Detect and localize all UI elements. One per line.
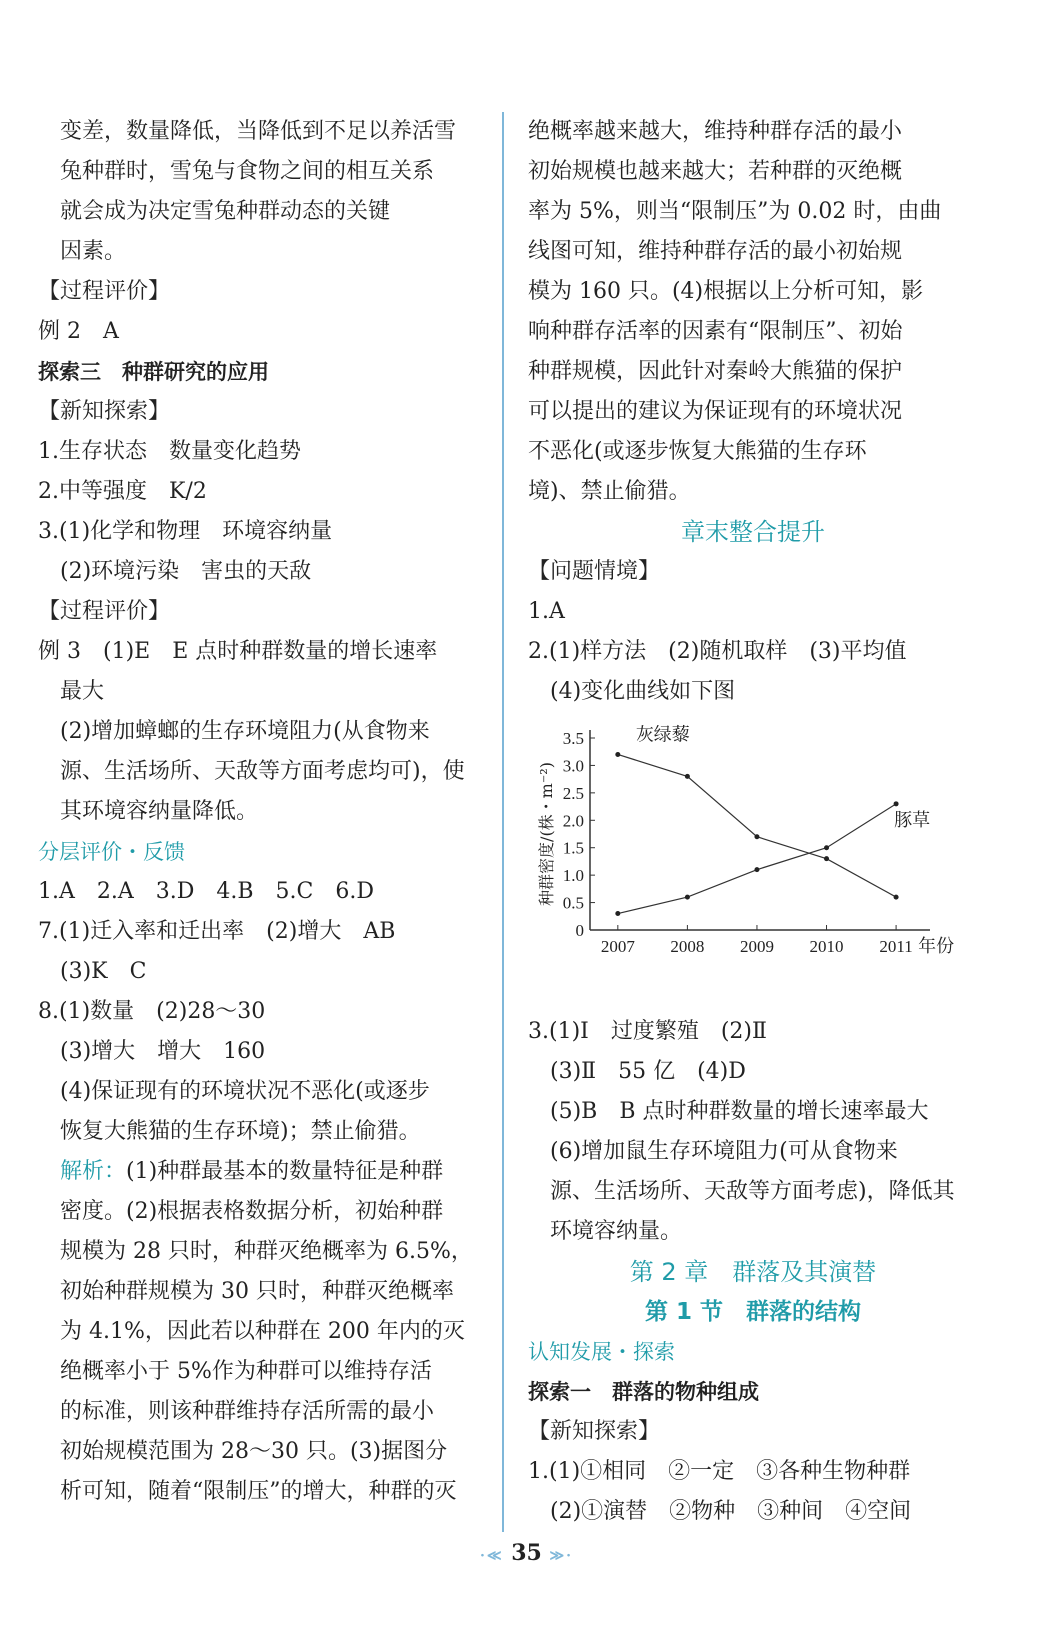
text-line: 析可知，随着“限制压”的增大，种群的灭: [60, 1479, 457, 1504]
text-line: 线图可知，维持种群存活的最小初始规: [528, 239, 903, 264]
text-line: 规模为 28 只时，种群灭绝概率为 6.5%，: [60, 1239, 473, 1264]
text-line: 就会成为决定雪兔种群动态的关键: [60, 199, 391, 224]
text-line: [38, 1152, 478, 1192]
text-line: 因素。: [60, 239, 127, 264]
y-tick-label: 1.0: [562, 866, 584, 886]
data-point: [894, 801, 899, 806]
y-tick-label: 2.0: [562, 811, 584, 831]
y-axis-label: 种群密度/(株・m⁻²): [537, 762, 556, 906]
text-line: 3.(1)Ⅰ 过度繁殖 (2)Ⅱ: [528, 1019, 767, 1044]
text-line: 第 2 章 群落及其演替: [629, 1258, 877, 1286]
text-line: 【过程评价】: [38, 279, 171, 304]
series-line: [618, 754, 896, 897]
text-line: 初始规模也越来越大；若种群的灭绝概: [528, 159, 903, 184]
y-tick-label: 0: [575, 921, 584, 940]
left-column: [38, 112, 478, 1512]
text-line: 例 2 A: [38, 319, 119, 344]
series-label: 豚草: [894, 809, 931, 831]
text-line: 率为 5%，则当“限制压”为 0.02 时，由曲: [528, 199, 942, 224]
text-line: 初始规模范围为 28～30 只。(3)据图分: [60, 1439, 448, 1464]
text-line: (6)增加鼠生存环境阻力(可从食物来: [550, 1139, 898, 1164]
x-tick-label: 2009: [739, 937, 774, 956]
right-column: [528, 112, 978, 1532]
text-line: 变差，数量降低，当降低到不足以养活雪: [60, 119, 457, 144]
text-line: 1.A 2.A 3.D 4.B 5.C 6.D: [38, 879, 374, 904]
text-line: 恢复大熊猫的生存环境)；禁止偷猎。: [60, 1119, 421, 1144]
text-line: 不恶化(或逐步恢复大熊猫的生存环: [528, 439, 867, 464]
y-tick-label: 1.5: [562, 838, 584, 858]
text-line: 1.生存状态 数量变化趋势: [38, 439, 301, 464]
analysis-text: (1)种群最基本的数量特征是种群: [126, 1159, 444, 1184]
text-line: 【过程评价】: [38, 599, 171, 624]
text-line: 第 1 节 群落的结构: [644, 1299, 862, 1325]
text-line: 种群规模，因此针对秦岭大熊猫的保护: [528, 359, 903, 384]
text-line: 探索一 群落的物种组成: [528, 1380, 759, 1404]
population-density-chart: [528, 712, 978, 1012]
text-line: 7.(1)迁入率和迁出率 (2)增大 AB: [38, 919, 396, 944]
text-line: 源、生活场所、天敌等方面考虑)，降低其: [550, 1179, 955, 1204]
line-chart: [528, 712, 978, 1012]
text-line: 分层评价・反馈: [38, 840, 185, 864]
text-line: 绝概率小于 5%作为种群可以维持存活: [60, 1359, 432, 1384]
data-point: [615, 911, 620, 916]
text-line: 2.中等强度 K/2: [38, 479, 207, 504]
text-line: (3)Ⅱ 55 亿 (4)D: [550, 1059, 746, 1084]
text-line: 初始种群规模为 30 只时，种群灭绝概率: [60, 1279, 454, 1304]
page-deco-right: ≫·: [549, 1548, 574, 1564]
text-line: (4)保证现有的环境状况不恶化(或逐步: [60, 1079, 430, 1104]
text-line: 模为 160 只。(4)根据以上分析可知，影: [528, 279, 924, 304]
series-label: 灰绿藜: [635, 724, 690, 746]
text-line: 【新知探索】: [528, 1419, 661, 1444]
text-line: 章末整合提升: [681, 518, 825, 546]
data-point: [824, 856, 829, 861]
text-line: 认知发展・探索: [528, 1340, 675, 1364]
data-point: [754, 867, 759, 872]
x-tick-label: 2011: [879, 937, 913, 956]
text-line: 兔种群时，雪兔与食物之间的相互关系: [60, 159, 435, 184]
text-line: 可以提出的建议为保证现有的环境状况: [528, 399, 903, 424]
analysis-label: 解析：: [60, 1159, 127, 1184]
page-number: [0, 1540, 1053, 1566]
x-tick-label: 2008: [670, 937, 705, 956]
text-line: 响种群存活率的因素有“限制压”、初始: [528, 319, 903, 344]
text-line: 8.(1)数量 (2)28～30: [38, 999, 266, 1024]
data-point: [824, 845, 829, 850]
text-line: 探索三 种群研究的应用: [38, 360, 269, 384]
text-line: 的标准，则该种群维持存活所需的最小: [60, 1399, 435, 1424]
text-line: (3)K C: [60, 959, 147, 984]
right-column-bottom: [528, 1012, 978, 1532]
data-point: [685, 774, 690, 779]
data-point: [615, 752, 620, 757]
text-line: (2)增加蟑螂的生存环境阻力(从食物来: [60, 719, 430, 744]
y-tick-label: 2.5: [562, 783, 584, 803]
text-line: 【问题情境】: [528, 559, 661, 584]
text-line: 源、生活场所、天敌等方面考虑均可)，使: [60, 759, 465, 784]
text-line: 1.A: [528, 599, 565, 624]
right-column-top: [528, 112, 978, 712]
text-line: 最大: [60, 679, 105, 704]
x-tick-label: 2007: [600, 937, 635, 956]
column-divider: [502, 112, 504, 1532]
text-line: 其环境容纳量降低。: [60, 799, 259, 824]
text-line: (2)环境污染 害虫的天敌: [60, 559, 312, 584]
text-line: (2)①演替 ②物种 ③种间 ④空间: [550, 1499, 912, 1524]
text-line: 境)、禁止偷猎。: [528, 479, 691, 504]
text-line: (3)增大 增大 160: [60, 1039, 266, 1064]
y-tick-label: 3.5: [562, 729, 584, 748]
data-point: [685, 895, 690, 900]
text-line: 3.(1)化学和物理 环境容纳量: [38, 519, 333, 544]
page-number-text: 35: [511, 1540, 542, 1566]
y-tick-label: 0.5: [562, 893, 584, 913]
text-line: 密度。(2)根据表格数据分析，初始种群: [60, 1199, 444, 1224]
page-deco-left: ·≪: [479, 1548, 504, 1564]
data-point: [894, 895, 899, 900]
text-line: (5)B B 点时种群数量的增长速率最大: [550, 1099, 929, 1124]
text-line: 1.(1)①相同 ②一定 ③各种生物种群: [528, 1459, 911, 1484]
text-line: 2.(1)样方法 (2)随机取样 (3)平均值: [528, 639, 907, 664]
x-tick-label: 2010: [809, 937, 844, 956]
text-line: (4)变化曲线如下图: [550, 679, 736, 704]
series-line: [618, 804, 896, 914]
x-axis-unit: 年份: [918, 936, 955, 957]
text-line: 绝概率越来越大，维持种群存活的最小: [528, 119, 903, 144]
data-point: [754, 834, 759, 839]
text-line: 例 3 (1)E E 点时种群数量的增长速率: [38, 639, 438, 664]
text-line: 环境容纳量。: [550, 1219, 683, 1244]
text-line: 为 4.1%，因此若以种群在 200 年内的灭: [60, 1319, 465, 1344]
y-tick-label: 3.0: [562, 756, 584, 776]
text-line: 【新知探索】: [38, 399, 171, 424]
